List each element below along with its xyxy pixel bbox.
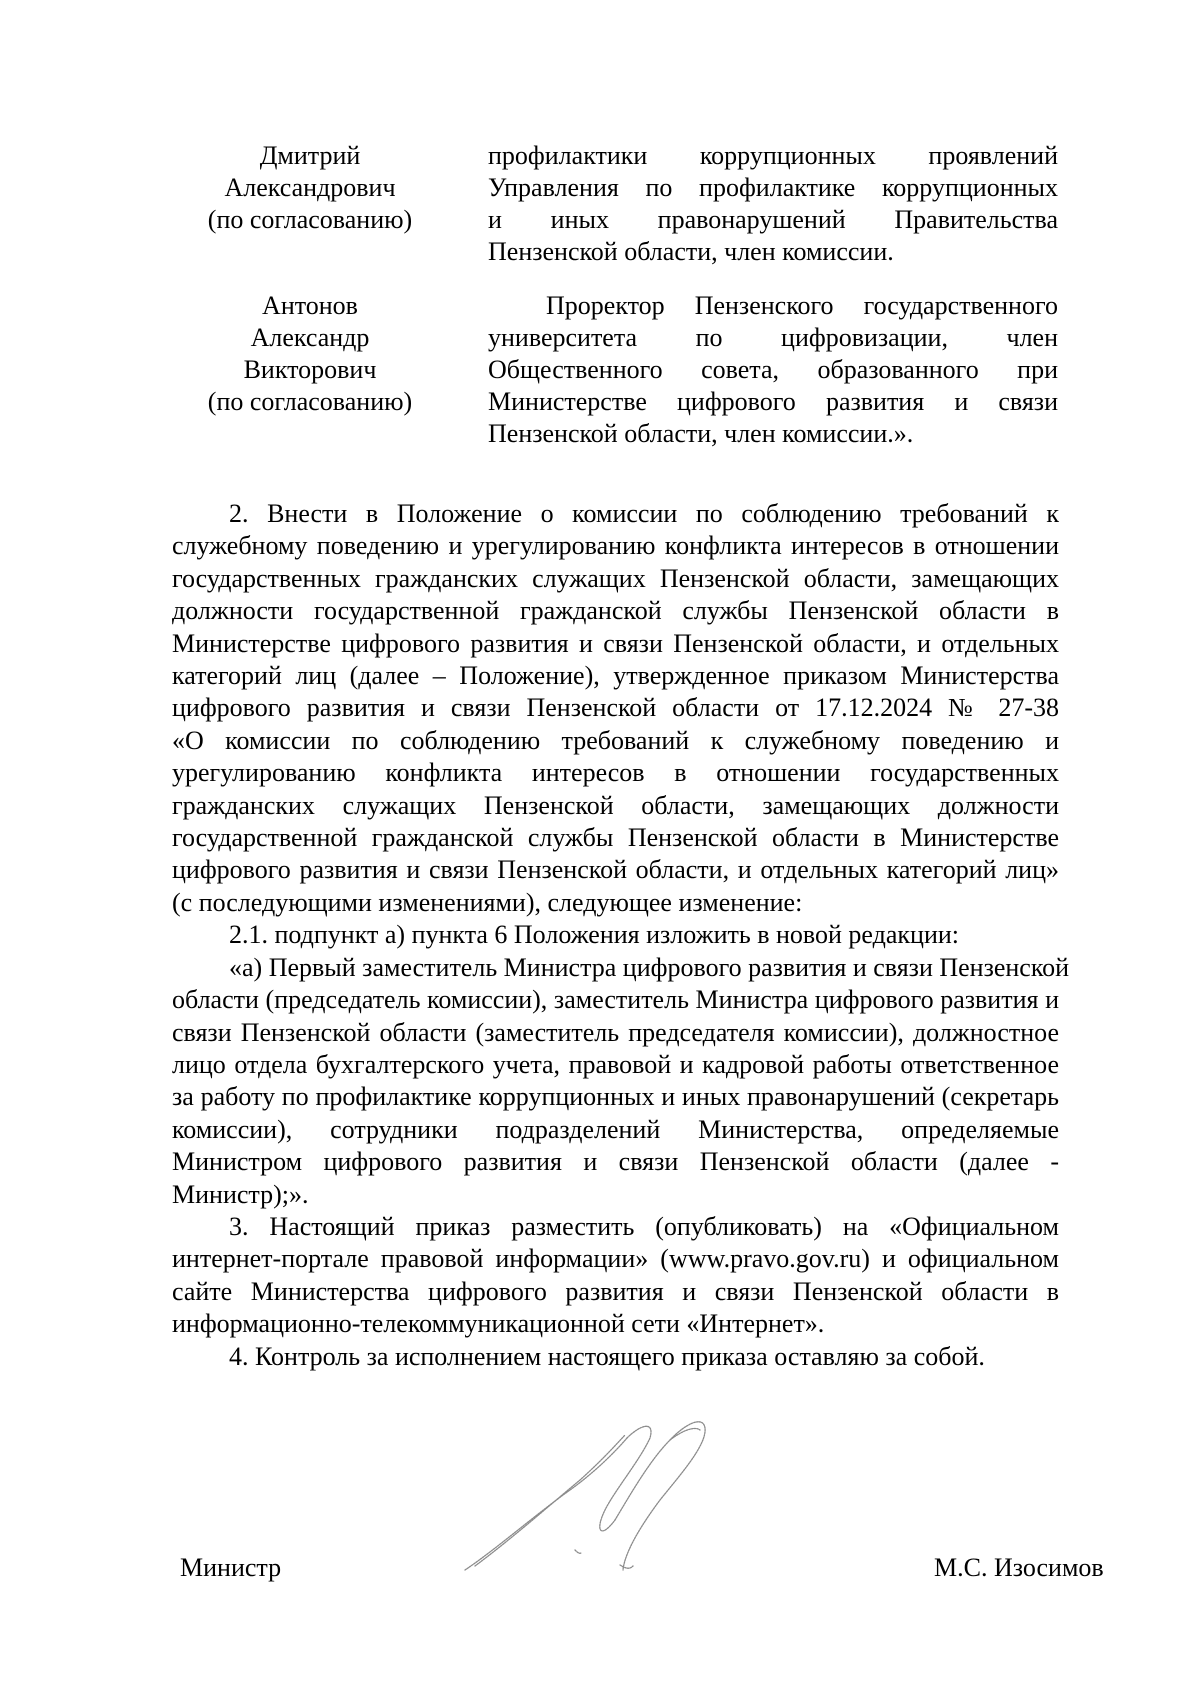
body-line: сайте Министерства цифрового развития и связи Пензенской области в bbox=[172, 1276, 1059, 1306]
body-line: должности государственной гражданской службы Пензенской области в bbox=[172, 596, 1059, 626]
member-name-line: Дмитрий bbox=[259, 141, 361, 170]
body-line: «О комиссии по соблюдению требований к служебному поведению и bbox=[172, 725, 1059, 755]
handwritten-signature bbox=[455, 1400, 745, 1580]
member-desc-line: Проректор Пензенского государственного bbox=[546, 291, 1058, 320]
member-desc-line: Министерстве цифрового развития и связи bbox=[488, 387, 1058, 416]
body-line: служебному поведению и урегулированию конфликта интересов в отношении bbox=[172, 531, 1059, 561]
member-desc-line: профилактики коррупционных проявлений bbox=[488, 141, 1058, 170]
member-desc-line: и иных правонарушений Правительства bbox=[488, 205, 1058, 234]
body-line: цифрового развития и связи Пензенской области от 17.12.2024 № 27-38 bbox=[172, 693, 1059, 723]
member-desc-line: Управления по профилактике коррупционных bbox=[488, 173, 1058, 202]
member-name-line: (по согласованию) bbox=[207, 387, 413, 416]
body-line: «а) Первый заместитель Министра цифрового развития и связи Пензенской bbox=[229, 952, 1070, 982]
member-name-line: Антонов bbox=[262, 291, 358, 320]
order-body-text bbox=[172, 498, 1070, 1373]
body-line: 3. Настоящий приказ разместить (опубликовать) на «Официальном bbox=[229, 1211, 1059, 1241]
body-line: области (председатель комиссии), заместитель Министра цифрового развития и bbox=[172, 985, 1059, 1015]
member-name-line: (по согласованию) bbox=[207, 205, 413, 234]
member-name-line: Викторович bbox=[243, 355, 377, 384]
member-name bbox=[170, 290, 450, 418]
member-description bbox=[488, 290, 1058, 450]
signatory-name: М.С. Изосимов bbox=[934, 1553, 1104, 1582]
body-line: государственной гражданской службы Пензенской области в Министерстве bbox=[172, 823, 1059, 853]
body-line: категорий лиц (далее – Положение), утвержденное приказом Министерства bbox=[172, 661, 1059, 691]
body-line: лицо отдела бухгалтерского учета, правовой и кадровой работы ответственное bbox=[172, 1049, 1059, 1079]
member-name bbox=[170, 140, 450, 236]
body-line: интернет-портале правовой информации» (www.pravo.gov.ru) и официальном bbox=[172, 1244, 1059, 1274]
body-line: информационно-телекоммуникационной сети «Интернет». bbox=[172, 1309, 825, 1339]
body-line: 4. Контроль за исполнением настоящего приказа оставляю за собой. bbox=[229, 1341, 985, 1371]
body-line: Министром цифрового развития и связи Пензенской области (далее - bbox=[172, 1147, 1059, 1177]
member-description bbox=[488, 140, 1058, 268]
body-line: Министерстве цифрового развития и связи Пензенской области, и отдельных bbox=[172, 628, 1059, 658]
member-desc-line: Пензенской области, член комиссии.». bbox=[488, 419, 914, 448]
member-desc-line: университета по цифровизации, член bbox=[488, 323, 1058, 352]
body-line: урегулированию конфликта интересов в отношении государственных bbox=[172, 758, 1059, 788]
member-name-line: Александрович bbox=[224, 173, 396, 202]
member-name-line: Александр bbox=[250, 323, 370, 352]
body-line: государственных гражданских служащих Пензенской области, замещающих bbox=[172, 563, 1059, 593]
body-line: связи Пензенской области (заместитель председателя комиссии), должностное bbox=[172, 1017, 1059, 1047]
member-desc-line: Общественного совета, образованного при bbox=[488, 355, 1058, 384]
body-line: гражданских служащих Пензенской области, замещающих должности bbox=[172, 790, 1059, 820]
body-line: комиссии), сотрудники подразделений Министерства, определяемые bbox=[172, 1114, 1059, 1144]
body-line: за работу по профилактике коррупционных и иных правонарушений (секретарь bbox=[172, 1082, 1059, 1112]
body-line: 2. Внести в Положение о комиссии по соблюдению требований к bbox=[229, 499, 1059, 528]
body-line: 2.1. подпункт а) пункта 6 Положения изложить в новой редакции: bbox=[229, 920, 959, 950]
member-desc-line: Пензенской области, член комиссии. bbox=[488, 237, 894, 266]
body-line: цифрового развития и связи Пензенской области, и отдельных категорий лиц» bbox=[172, 855, 1059, 885]
signatory-position: Министр bbox=[180, 1553, 282, 1582]
body-line: Министр);». bbox=[172, 1179, 309, 1209]
body-line: (с последующими изменениями), следующее изменение: bbox=[172, 887, 803, 917]
